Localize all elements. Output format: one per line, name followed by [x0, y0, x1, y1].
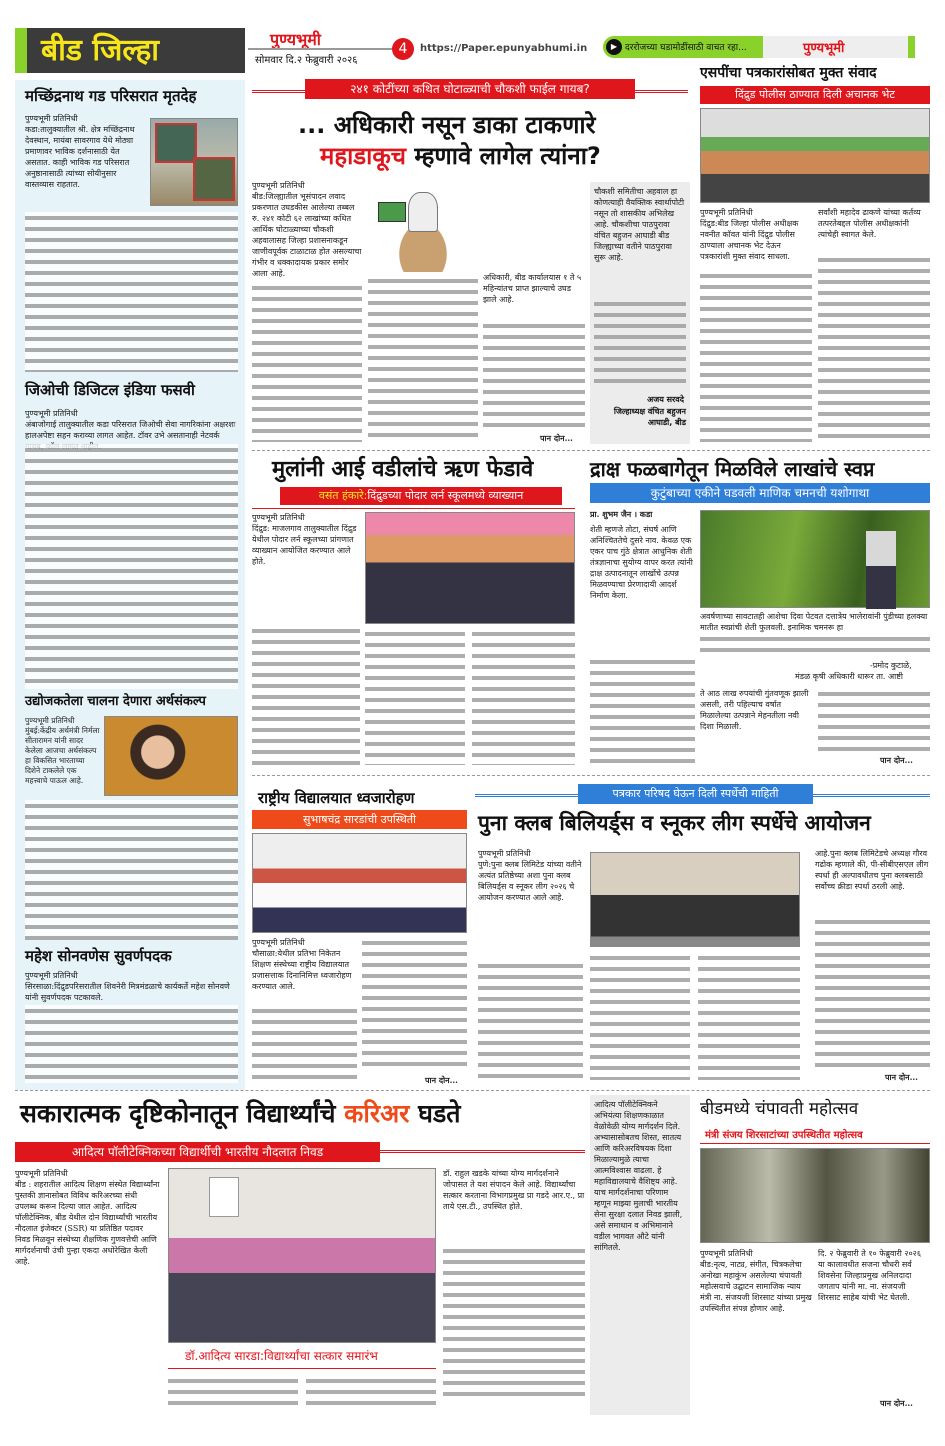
opinion-text: चौकशी समितीचा अहवाल हा कोणत्याही वैयक्तिक स्वार्थापोटी नसून तो शासकीय अभिलेख आहे. चौकशीचा पाठपुरावा वंचित बहुजन आघाडी बीड जिल्ह्याच्या वतीने पाठपुरावा सुरू आहे. [594, 187, 685, 262]
play-icon: ▶ [606, 39, 622, 55]
article-text: कडा:तालुक्यातील श्री. क्षेत्र मच्छिंद्रनाथ देवस्थान, मायंबा सावरगाव येथे मोठ्या प्रमाणावर भाविक दर्शनासाठी येत असतात. काही भाविक गड परिसरात अनुष्ठानासाठी त्यांच्या सोयीनुसार वास्तव्यास राहतात. [25, 125, 135, 189]
masthead-logo: पुण्यभूमी [270, 30, 321, 49]
lead-headline-red: महाडाकूच [320, 142, 407, 170]
flag-body [252, 937, 357, 1003]
quote-box [590, 1095, 690, 1415]
article-text-lines [590, 656, 695, 764]
headline-champavati: बीडमध्ये चंपावती महोत्सव [700, 1099, 859, 1119]
article-text-lines [252, 282, 362, 442]
article-text-lines [478, 960, 583, 1080]
section-title: बीड जिल्हा [41, 33, 160, 68]
divider [168, 1368, 436, 1369]
byline: पुण्यभूमी प्रतिनिधी [700, 208, 753, 217]
grape-body-2: ते आठ लाख रुपयांची गुंतवणूक झाली असली, तरी पहिल्याच वर्षात मिळालेल्या उत्पन्नाने मेहनतीला नवी दिशा मिळाली. [700, 689, 809, 731]
sub-text: दिंद्रुडच्या पोदार लर्न स्कूलमध्ये व्याख्यान [367, 489, 524, 502]
sp-body [700, 207, 812, 267]
byline: पुण्यभूमी प्रतिनिधी [252, 181, 305, 190]
article-text: बीड : शहरातील आदित्य शिक्षण संस्थेत विद्यार्थ्यांना पुस्तकी ज्ञानासोबत विविध करिअरच्या संधी उपलब्ध करून दिल्या जात आहेत. आदित्य पॉलीटेक्निक, बीड येथील दोन विद्यार्थ्यांची भारतीय नौदलात इंजेक्टर (SSR) या प्रतिष्ठित पदावर निवड मिळवून संस्थेच्या शैक्षणिक गुणवत्तेची आणि मार्गदर्शनाची उंची पुन्हा एकदा अधोरेखित केली आहे. [15, 1180, 160, 1266]
continued-link[interactable]: पान दोन... [425, 1075, 458, 1085]
article-body [25, 970, 238, 1003]
article-text-lines [590, 952, 690, 1080]
billiards-body-2: आहे.पुना क्लब लिमिटेडचे अध्यक्ष गौरव गढोक म्हणाले की, पी-सीबीएसएल लीग स्पर्धा ही अल्पावधीतच पुना क्लबसाठी सर्वोच्च क्रीडा स्पर्धा ठरली आहे. [815, 849, 929, 891]
article-text-lines [698, 952, 800, 1080]
lead-headline-line1: ... अधिकारी नसून डाका टाकणारे [298, 111, 596, 139]
article-text: दिंद्रुड:बीड जिल्हा पोलीस अधीक्षक नवनीत कॉवत यांनी दिंद्रुड पोलीस ठाण्याला अचानक भेट देऊन पत्रकारांशी मुक्त संवाद साधला. [700, 219, 799, 261]
hankare-sub [280, 487, 562, 505]
article-text-lines [25, 444, 238, 689]
headline-hankare: मुलांनी आई वडीलांचे ऋण फेडावे [272, 457, 534, 482]
byline: पुण्यभूमी प्रतिनिधी [25, 409, 78, 418]
article-text-lines [368, 275, 478, 443]
byline: पुण्यभूमी प्रतिनिधी [15, 1169, 68, 1178]
article-text-lines [252, 625, 360, 765]
career-body-2: डॉ. राहुल खडके यांच्या योग्य मार्गदर्शनाने जोपासत ते यश संपादन केले आहे. विद्यार्थ्यांचा सत्कार करताना विभागप्रमुख प्रा गडदे आर.ए., प्रा ताये एस.टी., उपस्थित होते. [443, 1169, 585, 1211]
sp-sub: दिंद्रुड पोलीस ठाण्यात दिली अचानक भेट [700, 86, 930, 104]
article-text-lines [443, 1245, 585, 1400]
photo-minister [700, 1148, 930, 1243]
cartoon-officer [368, 182, 478, 272]
byline: पुण्यभूमी प्रतिनिधी [252, 938, 305, 947]
issue-date: सोमवार दि.२ फेब्रुवारी २०२६ [255, 55, 358, 66]
photo-flag-hoisting [252, 833, 467, 933]
career-body [15, 1168, 160, 1408]
article-text-lines [815, 916, 930, 1068]
headline-part: घडते [409, 1099, 461, 1128]
career-sub: आदित्य पॉलीटेक्निकच्या विद्यार्थीची भारतीय नौदलात निवड [15, 1142, 380, 1162]
lead-kicker: २४१ कोटींच्या कथित घोटाळ्याची चौकशी फाईल गायब? [305, 79, 635, 99]
article-text: दिंद्रुड: माजलगाव तालुक्यातील दिंद्रुड येथील पोदार लर्न स्कूलच्या प्रांगणात व्याख्यान आयोजित करण्यात आले होते. [252, 524, 357, 566]
page-number: 4 [392, 38, 414, 60]
article-text-lines [594, 298, 686, 388]
promo-logo-box [763, 36, 908, 58]
article-text-lines [365, 628, 465, 765]
headline-grape: द्राक्ष फळबागेतून मिळविले लाखांचे स्वप्न [590, 457, 875, 481]
article-text-lines [472, 628, 575, 765]
grape-caption: अवर्षणाच्या सावटातही आशेचा दिवा पेटवत दत्तात्रेय भालेरावांनी पुंडीच्या हलक्या मातीत स्वप्नांची शेती फुलवली. इनामिक चमनरू हा [700, 612, 928, 632]
headline-machhindranath: मच्छिंद्रनाथ गड परिसरात मृतदेह [25, 87, 197, 105]
lead-headline-rest: म्हणावे लागेल त्यांना? [406, 142, 601, 170]
article-text: पुणे:पुना क्लब लिमिटेड यांच्या वतीने अत्यंत प्रतिष्ठेच्या अशा पुना क्लब बिलियर्ड्स व स्नूकर लीग २०२६ चे आयोजन करण्यात आले आहे. [478, 860, 582, 902]
divider [700, 1143, 930, 1144]
divider [252, 775, 930, 776]
lead-body [252, 180, 362, 280]
article-body [25, 113, 147, 208]
grape-sub: कुटुंबाच्या एकीने घडवली माणिक चमनची यशोगाथा [590, 483, 930, 503]
byline: पुण्यभूमी प्रतिनिधी [25, 114, 78, 123]
headline-red: करिअर [344, 1099, 410, 1128]
promo-text: दररोजच्या घडामोडींसाठी वाचत रहा... [625, 43, 747, 53]
article-text: बीड:जिल्ह्यातील भूसंपादन लवाद प्रकरणात उघडकीस आलेल्या तब्बल रु. २४१ कोटी ६२ लाखांच्या कथित आर्थिक घोटाळ्याच्या चौकशी अहवालासह जिल्हा प्रशासनाकडून जाणीवपूर्वक टाळाटाळ होत असल्याचा गंभीर व धक्कादायक प्रकार समोर आला आहे. [252, 192, 362, 278]
billiards-body [478, 848, 583, 958]
article-text-lines [700, 270, 812, 442]
headline-billiards: पुना क्लब बिलियर्ड्स व स्नूकर लीग स्पर्धेचे आयोजन [478, 811, 871, 835]
promo-bar [603, 36, 915, 58]
byline: पुण्यभूमी प्रतिनिधी [252, 513, 305, 522]
byline: पुण्यभूमी प्रतिनिधी [25, 716, 75, 725]
headline-sp: एसपींचा पत्रकारांसोबत मुक्त संवाद [700, 65, 877, 81]
article-text-lines [818, 254, 930, 442]
epaper-url[interactable]: https://Paper.epunyabhumi.in [420, 43, 588, 54]
champavati-body-2: दि. २ फेब्रुवारी ते १० फेब्रुवारी २०२६ या कालावधीत सजना चौधरी सर्व शिवसेना जिल्हाप्रमुख अनिलदादा जगताप यांनी मा. ना. संजयजी शिरसाट साहेब यांची भेट घेतली. [818, 1249, 921, 1302]
article-body [25, 408, 238, 441]
article-text: सिरसाळा:दिंद्रुडपरिसरातील शिवनेरी मित्रमंडळाचे कार्यकर्ते महेश सोनवणे यांनी सुवर्णपदक पटकावले. [25, 982, 230, 1002]
article-text: अधिकारी, बीड कार्यालयास १ ते ५ महिन्यांतच प्राप्त झाल्याचे उघड झाले आहे. [483, 273, 582, 304]
article-text-lines [168, 1375, 298, 1410]
promo-logo: पुण्यभूमी [803, 41, 845, 56]
article-body [25, 716, 100, 796]
article-text: मुंबई:केंद्रीय अर्थमंत्री निर्मला सीतारामन यांनी सादर केलेला आजचा अर्थसंकल्प हा विकसित भारताच्या दिशेने टाकलेले एक महत्त्वाचे पाऊल आहे. [25, 726, 100, 785]
article-text: चौसाळा:येथील प्रतिभा निकेतन शिक्षण संस्थेच्या राष्ट्रीय विद्यालयात प्रजासत्ताक दिनानिमित्त ध्वजारोहण करण्यात आले. [252, 949, 352, 991]
headline-budget: उद्योजकतेला चालना देणारा अर्थसंकल्प [25, 694, 206, 709]
quote-text: आदित्य पॉलीटेक्निकने अभियंत्या शिक्षणकाळात वेळोवेळी योग्य मार्गदर्शन दिले. अभ्यासासोबतच शिस्त, सातत्य आणि करिअरविषयक दिशा मिळाल्यामुळे त्याचा आत्मविश्वास वाढला. हे महाविद्यालयाचे वैशिष्ट्य आहे. याच मार्गदर्शनाचा परिणाम म्हणून माझ्या मुलाची भारतीय सेना सुरक्षा दलात निवड झाली, असे समाधान व अभिमानाने वडील भागवत औटे यांनी सांगितले. [594, 1100, 683, 1252]
opinion-signature-name: अजय सरवदे [647, 395, 684, 404]
photo-finance-minister [104, 716, 238, 796]
headline-part: सकारात्मक दृष्टिकोनातून विद्यार्थ्यांचे [20, 1099, 345, 1128]
divider [252, 508, 575, 509]
article-text-lines [25, 1005, 238, 1083]
photo-vineyard [700, 510, 930, 608]
continued-link[interactable]: पान दोन... [885, 1072, 918, 1082]
divider [248, 48, 398, 50]
section-label [15, 28, 245, 73]
article-text: अंबाजोगाई तालुक्यातील कडा परिसरात जिओची सेवा नागरिकांना अक्षरशः हालअपेष्टा सहन कराव्या लागत आहेत. टॉवर उभे असतानाही नेटवर्क [25, 420, 236, 440]
sp-body-2: सर्वांशी महादेव ढाकणे यांच्या कर्तव्य तत्परतेबद्दल पोलीस अधीक्षकांनी त्यांचेही स्वागत केले. [818, 208, 921, 239]
opinion-box [590, 182, 690, 444]
headline-jio: जिओची डिजिटल इंडिया फसवी [25, 381, 195, 399]
photo-sp-meeting [700, 108, 930, 203]
photo-felicitation [168, 1168, 436, 1343]
photo-dead-body [150, 118, 238, 206]
career-caption: डॉ.आदित्य सारडा:विद्यार्थ्यांचा सत्कार समारंभ [185, 1349, 378, 1363]
article-text-lines [483, 320, 585, 430]
article-text-lines [252, 1005, 357, 1085]
billiards-kicker: पत्रकार परिषद घेऊन दिली स्पर्धेची माहिती [578, 784, 813, 804]
flag-sub: सुभाषचंद्र सारडांची उपस्थिती [252, 810, 467, 829]
headline-gold-medal: महेश सोनवणेस सुवर्णपदक [25, 947, 172, 965]
byline: पुण्यभूमी प्रतिनिधी [25, 971, 78, 980]
champavati-sub: मंत्री संजय शिरसाटांच्या उपस्थितीत महोत्सव [705, 1130, 863, 1141]
divider [252, 450, 930, 451]
headline-career [20, 1100, 461, 1128]
grape-quote-title: मंडळ कृषी अधिकारी धारूर ता. आष्टी [795, 672, 903, 681]
continued-link[interactable]: पान दोन... [880, 755, 913, 765]
hankare-body [252, 512, 360, 622]
headline-flag: राष्ट्रीय विद्यालयात ध्वजारोहण [258, 789, 415, 807]
article-text-lines [700, 633, 930, 655]
continued-link[interactable]: पान दोन... [880, 1398, 913, 1408]
champavati-body [700, 1248, 812, 1408]
divider [15, 1090, 930, 1091]
grape-quote-sign: -प्रमोद कुटाळे, [870, 661, 912, 670]
photo-billiards-press [590, 852, 800, 947]
article-text-lines [362, 937, 467, 1072]
sub-highlight: वसंत हंकारे: [318, 489, 368, 502]
photo-lecture [365, 512, 575, 624]
byline: पुण्यभूमी प्रतिनिधी [478, 849, 531, 858]
continued-link[interactable]: पान दोन... [540, 433, 573, 443]
lead-headline-line2 [320, 143, 601, 169]
article-text-lines [25, 212, 238, 372]
article-text-lines [25, 800, 238, 940]
grape-byline: प्रा. शुभम जैन । कडा [590, 509, 653, 519]
article-text-lines [818, 688, 930, 752]
opinion-signature-title: जिल्हाध्यक्ष वंचित बहुजन आघाडी, बीड [613, 407, 686, 427]
grape-body: शेती म्हणजे तोटा, संघर्ष आणि अनिश्चिततेचे दुसरे नाव. केवळ एक एकर पाच गुंठे क्षेत्रात आधुनिक शेती तंत्रज्ञानाचा सुयोग्य वापर करत त्यांनी द्राक्ष उत्पादनातून लाखोंचे उत्पन्न मिळवण्याचा प्रेरणादायी आदर्श निर्माण केला. [590, 525, 693, 600]
article-text-lines [306, 1375, 436, 1410]
article-text: बीड:नृत्य, नाट्य, संगीत, चित्रकलेचा अनोखा महाकुंभ असलेल्या चंपावती महोत्सवाचे उद्घाटन सामाजिक न्याय मंत्री ना. संजयजी शिरसाट यांच्या प्रमुख उपस्थितीत संपन्न होणार आहे. [700, 1260, 812, 1313]
byline: पुण्यभूमी प्रतिनिधी [700, 1249, 753, 1258]
